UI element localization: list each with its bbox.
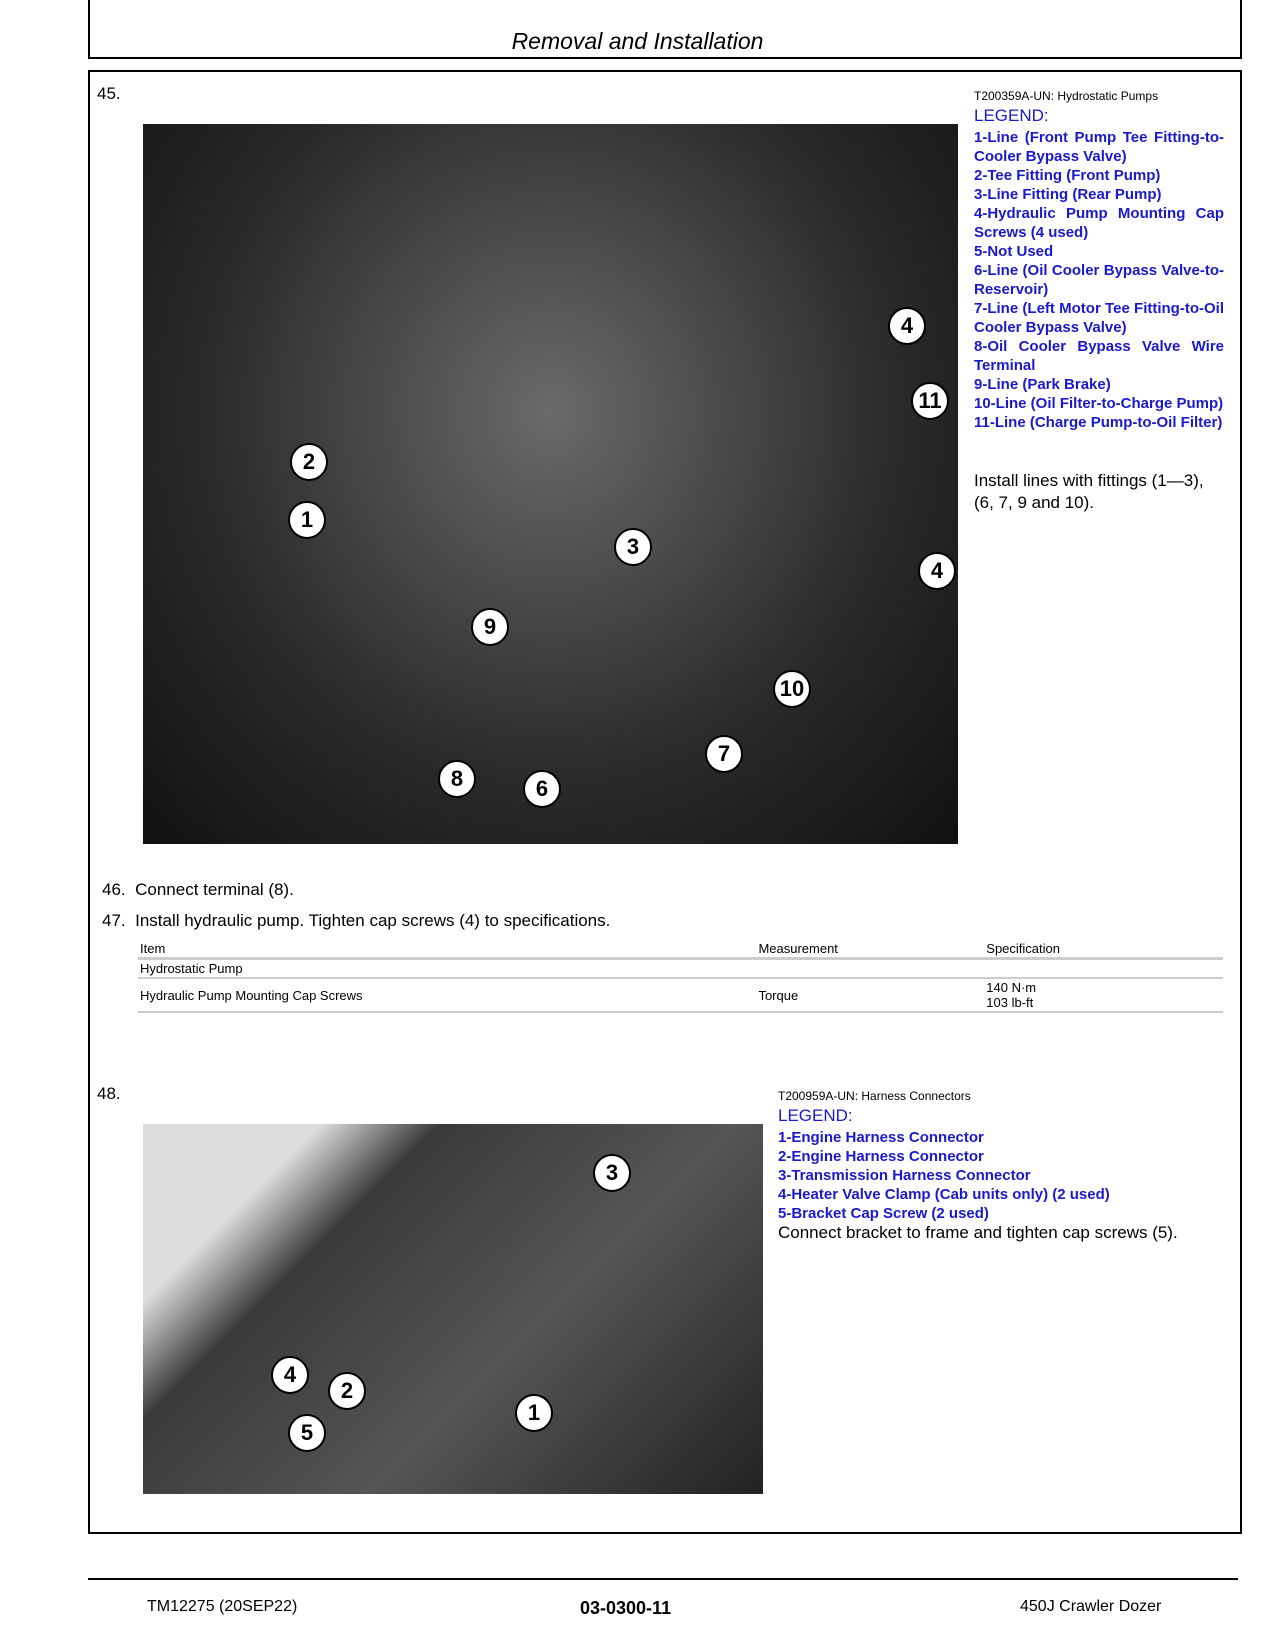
hydrostatic-pumps-photo bbox=[143, 124, 958, 844]
spec-table bbox=[138, 940, 1223, 1013]
callout: 10 bbox=[773, 670, 811, 708]
callout: 2 bbox=[290, 443, 328, 481]
legend-item: 2-Tee Fitting (Front Pump) bbox=[974, 167, 1161, 184]
legend-item: 7-Line (Left Motor Tee Fitting-to-Oil Cooler Bypass Valve) bbox=[974, 300, 1224, 336]
group-row: Hydrostatic Pump bbox=[138, 959, 1223, 979]
callout: 3 bbox=[614, 528, 652, 566]
legend-item: 6-Line (Oil Cooler Bypass Valve-to-Reservoir) bbox=[974, 262, 1224, 298]
callout: 7 bbox=[705, 735, 743, 773]
instruction: Connect bracket to frame and tighten cap screws (5). bbox=[778, 1223, 1178, 1242]
callout: 4 bbox=[918, 552, 956, 590]
figure-caption: T200359A-UN: Hydrostatic Pumps bbox=[974, 89, 1159, 103]
callout: 11 bbox=[911, 382, 949, 420]
callout: 6 bbox=[523, 770, 561, 808]
harness-connectors-photo bbox=[143, 1124, 763, 1494]
callout: 2 bbox=[328, 1372, 366, 1410]
callout: 8 bbox=[438, 760, 476, 798]
legend-item: 5-Not Used bbox=[974, 243, 1054, 260]
legend-title: LEGEND: bbox=[778, 1106, 853, 1125]
step-number: 47. bbox=[102, 911, 126, 930]
legend-list bbox=[778, 1128, 1218, 1223]
col-header: Specification bbox=[984, 940, 1223, 959]
legend-item: 5-Bracket Cap Screw (2 used) bbox=[778, 1205, 989, 1222]
step-text: Install hydraulic pump. Tighten cap screws (4) to specifications. bbox=[135, 911, 611, 930]
spec-imperial: 103 lb-ft bbox=[986, 995, 1034, 1010]
step-text: Connect terminal (8). bbox=[135, 880, 294, 899]
legend-item: 1-Engine Harness Connector bbox=[778, 1129, 984, 1146]
page-title: Removal and Installation bbox=[511, 28, 764, 54]
step-number: 45. bbox=[97, 84, 121, 103]
instruction: Install lines with fittings (1—3), (6, 7, 9 and 10). bbox=[974, 471, 1204, 512]
footer-page-number: 03-0300-11 bbox=[580, 1598, 672, 1618]
cell-measurement: Torque bbox=[756, 978, 984, 1012]
legend-title: LEGEND: bbox=[974, 106, 1049, 125]
cell-spec bbox=[984, 978, 1223, 1012]
step-number: 48. bbox=[97, 1084, 121, 1103]
step-number: 46. bbox=[102, 880, 126, 899]
legend-item: 1-Line (Front Pump Tee Fitting-to-Cooler Bypass Valve) bbox=[974, 129, 1224, 165]
spec-metric: 140 N·m bbox=[986, 980, 1037, 995]
footer-manual-id: TM12275 (20SEP22) bbox=[147, 1598, 298, 1615]
legend-item: 8-Oil Cooler Bypass Valve Wire Terminal bbox=[974, 338, 1224, 374]
legend-item: 4-Hydraulic Pump Mounting Cap Screws (4 used) bbox=[974, 205, 1224, 241]
callout: 9 bbox=[471, 608, 509, 646]
col-header: Item bbox=[138, 940, 756, 959]
footer-rule bbox=[88, 1578, 1238, 1580]
callout: 1 bbox=[288, 501, 326, 539]
legend-item: 2-Engine Harness Connector bbox=[778, 1148, 984, 1165]
figure-caption: T200959A-UN: Harness Connectors bbox=[778, 1089, 971, 1103]
cell-item: Hydraulic Pump Mounting Cap Screws bbox=[138, 978, 756, 1012]
legend-item: 9-Line (Park Brake) bbox=[974, 376, 1111, 393]
footer-model: 450J Crawler Dozer bbox=[1020, 1598, 1162, 1615]
legend-item: 4-Heater Valve Clamp (Cab units only) (2 used) bbox=[778, 1186, 1110, 1203]
legend-item: 11-Line (Charge Pump-to-Oil Filter) bbox=[974, 414, 1223, 431]
legend-item: 3-Transmission Harness Connector bbox=[778, 1167, 1031, 1184]
callout: 3 bbox=[593, 1154, 631, 1192]
col-header: Measurement bbox=[756, 940, 984, 959]
callout: 1 bbox=[515, 1394, 553, 1432]
legend-item: 10-Line (Oil Filter-to-Charge Pump) bbox=[974, 395, 1224, 412]
callout: 4 bbox=[271, 1356, 309, 1394]
legend-list bbox=[974, 128, 1224, 432]
legend-item: 3-Line Fitting (Rear Pump) bbox=[974, 186, 1162, 203]
callout: 5 bbox=[288, 1414, 326, 1452]
callout: 4 bbox=[888, 307, 926, 345]
table-row bbox=[138, 978, 1223, 1012]
